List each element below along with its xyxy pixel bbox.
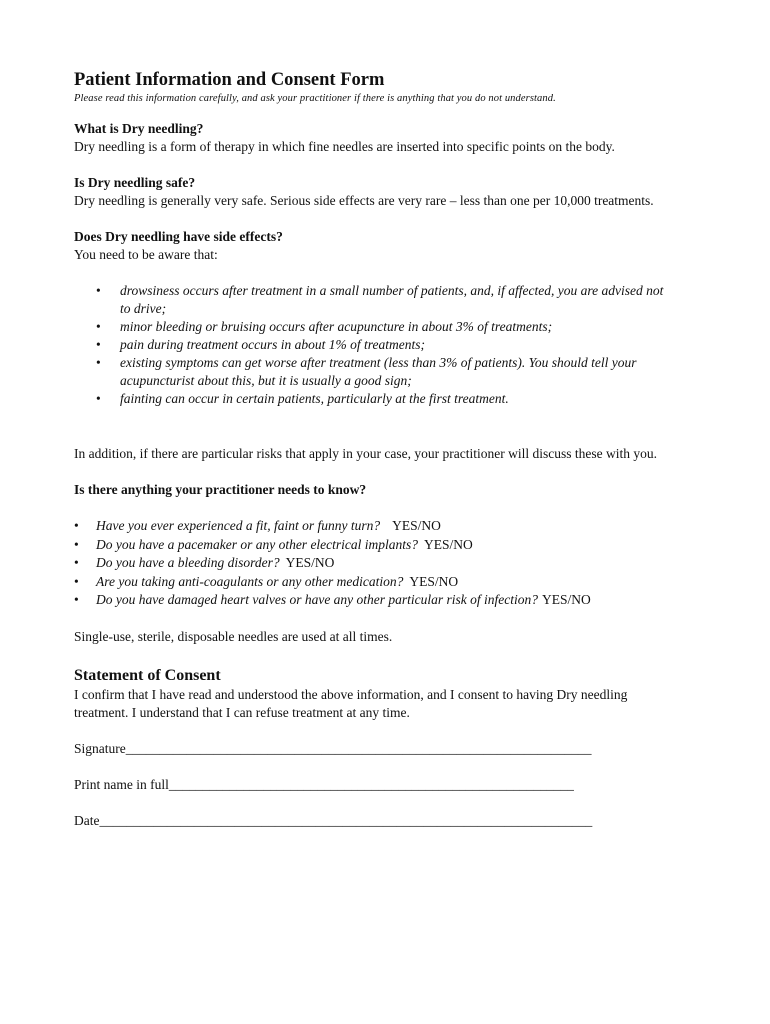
list-item: • drowsiness occurs after treatment in a small number of patients, and, if affected, you are advised not to drive; bbox=[96, 283, 664, 316]
signature-field[interactable] bbox=[74, 740, 714, 758]
print-name-line[interactable]: ____________________________________________________________ bbox=[168, 776, 574, 792]
yes-no-answer[interactable]: YES/NO bbox=[542, 592, 591, 607]
bullet-icon: • bbox=[74, 536, 79, 552]
consent-form-page bbox=[74, 68, 714, 830]
date-line[interactable]: _________________________________________________________________________ bbox=[99, 812, 593, 828]
side-effects-intro: You need to be aware that: bbox=[74, 247, 218, 262]
list-item: • existing symptoms can get worse after treatment (less than 3% of patients). You should tell your acupuncturist about this, but it is usually a good sign; bbox=[96, 355, 637, 388]
side-effects-heading: Does Dry needling have side effects? bbox=[74, 229, 283, 244]
what-body: Dry needling is a form of therapy in which fine needles are inserted into specific points on the body. bbox=[74, 139, 615, 154]
safe-heading: Is Dry needling safe? bbox=[74, 175, 196, 190]
list-item: • pain during treatment occurs in about 1% of treatments; bbox=[96, 337, 425, 352]
safe-body: Dry needling is generally very safe. Serious side effects are very rare – less than one per 10,000 treatments. bbox=[74, 193, 654, 208]
question-item: • Have you ever experienced a fit, faint or funny turn? YES/NO bbox=[74, 517, 714, 536]
date-field[interactable] bbox=[74, 812, 714, 830]
bullet-icon: • bbox=[96, 337, 101, 352]
consent-body: I confirm that I have read and understood the above information, and I consent to having Dry needling treatment. I understand that I can refuse treatment at any time. bbox=[74, 686, 628, 720]
bullet-icon: • bbox=[96, 355, 101, 370]
yes-no-answer[interactable]: YES/NO bbox=[285, 555, 335, 570]
page-title: Patient Information and Consent Form bbox=[74, 70, 385, 90]
bullet-icon: • bbox=[74, 518, 79, 533]
yes-no-answer[interactable]: YES/NO bbox=[409, 573, 459, 589]
signature-label: Signature bbox=[74, 740, 126, 756]
list-item: • minor bleeding or bruising occurs after acupuncture in about 3% of treatments; bbox=[96, 319, 553, 334]
consent-heading: Statement of Consent bbox=[74, 666, 221, 684]
bullet-icon: • bbox=[74, 573, 79, 589]
bullet-icon: • bbox=[74, 592, 79, 607]
bullet-icon: • bbox=[96, 319, 101, 334]
question-item: • Do you have a bleeding disorder? YES/NO bbox=[74, 554, 714, 573]
yes-no-answer[interactable]: YES/NO bbox=[424, 536, 473, 552]
yes-no-answer[interactable]: YES/NO bbox=[392, 518, 441, 533]
questions-heading: Is there anything your practitioner needs to know? bbox=[74, 482, 367, 497]
date-label: Date bbox=[74, 812, 100, 828]
additional-risks-text: In addition, if there are particular risks that apply in your case, your practitioner will discuss these with you. bbox=[74, 446, 657, 461]
print-name-label: Print name in full bbox=[74, 776, 169, 792]
side-effects-list bbox=[74, 282, 674, 408]
page-subtitle: Please read this information carefully, and ask your practitioner if there is anything that you do not understand. bbox=[74, 93, 556, 104]
question-item: • Do you have a pacemaker or any other electrical implants? YES/NO bbox=[74, 536, 714, 555]
print-name-field[interactable] bbox=[74, 776, 714, 794]
bullet-icon: • bbox=[96, 283, 101, 298]
list-item: • fainting can occur in certain patients, particularly at the first treatment. bbox=[96, 391, 509, 406]
questions-list bbox=[74, 517, 714, 610]
question-item: • Are you taking anti-coagulants or any other medication? YES/NO bbox=[74, 573, 714, 592]
needles-note: Single-use, sterile, disposable needles are used at all times. bbox=[74, 628, 393, 644]
signature-line[interactable]: _____________________________________________________________________ bbox=[125, 740, 592, 756]
bullet-icon: • bbox=[74, 555, 79, 570]
what-heading: What is Dry needling? bbox=[74, 121, 204, 136]
bullet-icon: • bbox=[96, 391, 101, 406]
question-item: • Do you have damaged heart valves or have any other particular risk of infection? YES/NO bbox=[74, 591, 714, 610]
